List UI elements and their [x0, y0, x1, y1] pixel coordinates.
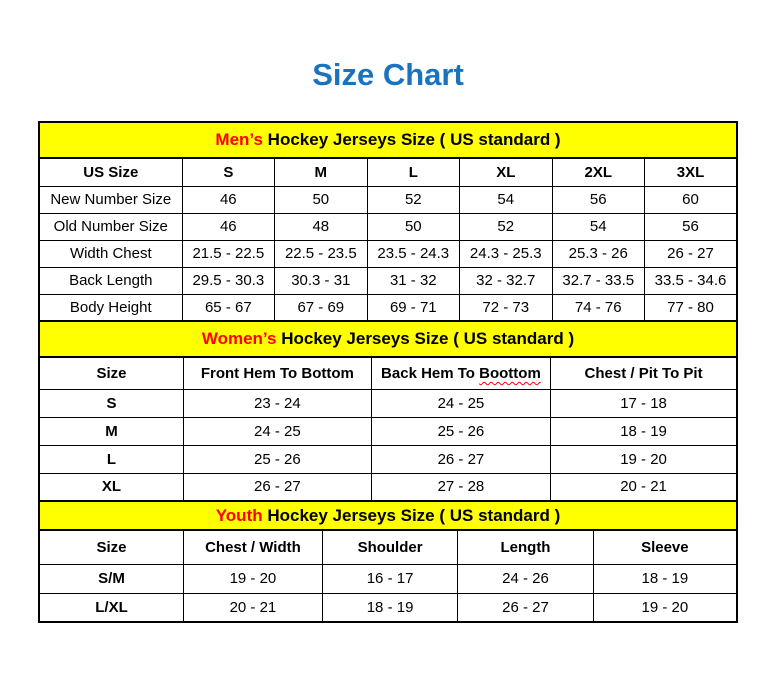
- cell-value: 23.5 - 24.3: [367, 240, 459, 267]
- table-row: [39, 417, 737, 445]
- table-row: [39, 240, 737, 267]
- cell-value: 24 - 25: [371, 389, 550, 417]
- cell-value: 26 - 27: [371, 445, 550, 473]
- row-label: Old Number Size: [39, 213, 182, 240]
- cell-value: 74 - 76: [552, 294, 644, 321]
- column-header: US Size: [39, 158, 182, 186]
- table-row: [39, 186, 737, 213]
- mens-table-body: [39, 186, 737, 321]
- column-header: Sleeve: [593, 530, 737, 564]
- cell-value: 33.5 - 34.6: [645, 267, 738, 294]
- cell-value: 60: [645, 186, 738, 213]
- cell-value: 24.3 - 25.3: [460, 240, 552, 267]
- column-header: 2XL: [552, 158, 644, 186]
- misspelled-word: Boottom: [479, 364, 541, 382]
- table-row: [39, 267, 737, 294]
- cell-value: 52: [367, 186, 459, 213]
- cell-value: 18 - 19: [593, 564, 737, 593]
- cell-value: 67 - 69: [275, 294, 367, 321]
- womens-table-body: [39, 389, 737, 501]
- row-label: Width Chest: [39, 240, 182, 267]
- column-header: Size: [39, 357, 183, 389]
- row-label: New Number Size: [39, 186, 182, 213]
- cell-value: 24 - 26: [458, 564, 593, 593]
- row-label: Back Length: [39, 267, 182, 294]
- table-row: [39, 564, 737, 593]
- header-row: [39, 530, 737, 564]
- column-header: [371, 357, 550, 389]
- section-title-rest: Hockey Jerseys Size ( US standard ): [262, 130, 561, 149]
- mens-size-table: [38, 157, 738, 322]
- youth-table-body: [39, 564, 737, 622]
- cell-value: 22.5 - 23.5: [275, 240, 367, 267]
- section-title-mens: [215, 130, 560, 150]
- cell-value: 46: [182, 186, 274, 213]
- cell-value: 30.3 - 31: [275, 267, 367, 294]
- youth-size-table: [38, 529, 738, 623]
- column-header-text: Back Hem To: [381, 364, 480, 382]
- column-header: Size: [39, 530, 183, 564]
- cell-value: 77 - 80: [645, 294, 738, 321]
- section-title-womens: [202, 329, 574, 349]
- cell-value: 72 - 73: [460, 294, 552, 321]
- column-header: M: [275, 158, 367, 186]
- cell-value: 24 - 25: [183, 417, 371, 445]
- table-row: [39, 389, 737, 417]
- cell-value: 19 - 20: [183, 564, 322, 593]
- header-row: [39, 158, 737, 186]
- section-title-highlight: Men’s: [215, 130, 263, 149]
- cell-value: 26 - 27: [645, 240, 738, 267]
- cell-value: 25.3 - 26: [552, 240, 644, 267]
- header-row: [39, 357, 737, 389]
- cell-value: 27 - 28: [371, 473, 550, 501]
- cell-value: 56: [552, 186, 644, 213]
- section-title-highlight: Youth: [215, 505, 263, 525]
- table-row: [39, 294, 737, 321]
- row-label: S/M: [39, 564, 183, 593]
- cell-value: 69 - 71: [367, 294, 459, 321]
- cell-value: 16 - 17: [322, 564, 457, 593]
- cell-value: 25 - 26: [183, 445, 371, 473]
- row-label: L: [39, 445, 183, 473]
- row-label: Body Height: [39, 294, 182, 321]
- row-label: S: [39, 389, 183, 417]
- cell-value: 19 - 20: [593, 593, 737, 622]
- cell-value: 46: [182, 213, 274, 240]
- cell-value: 48: [275, 213, 367, 240]
- table-row: [39, 445, 737, 473]
- row-label: L/XL: [39, 593, 183, 622]
- row-label: XL: [39, 473, 183, 501]
- column-header: Length: [458, 530, 593, 564]
- cell-value: 18 - 19: [322, 593, 457, 622]
- cell-value: 65 - 67: [182, 294, 274, 321]
- section-title-rest: Hockey Jerseys Size ( US standard ): [262, 505, 561, 525]
- cell-value: 17 - 18: [551, 389, 737, 417]
- section-title-youth: [216, 506, 561, 526]
- table-row: [39, 473, 737, 501]
- section-band-youth: [38, 500, 738, 531]
- cell-value: 18 - 19: [551, 417, 737, 445]
- cell-value: 54: [460, 186, 552, 213]
- cell-value: 52: [460, 213, 552, 240]
- cell-value: 20 - 21: [183, 593, 322, 622]
- cell-value: 32.7 - 33.5: [552, 267, 644, 294]
- cell-value: 50: [367, 213, 459, 240]
- size-chart: [38, 121, 738, 623]
- cell-value: 20 - 21: [551, 473, 737, 501]
- section-title-rest: Hockey Jerseys Size ( US standard ): [276, 329, 575, 348]
- column-header: L: [367, 158, 459, 186]
- cell-value: 23 - 24: [183, 389, 371, 417]
- column-header: S: [182, 158, 274, 186]
- column-header: Shoulder: [322, 530, 457, 564]
- column-header: Chest / Width: [183, 530, 322, 564]
- cell-value: 19 - 20: [551, 445, 737, 473]
- column-header: XL: [460, 158, 552, 186]
- cell-value: 21.5 - 22.5: [182, 240, 274, 267]
- column-header: 3XL: [645, 158, 738, 186]
- column-header: Front Hem To Bottom: [183, 357, 371, 389]
- cell-value: 56: [645, 213, 738, 240]
- section-band-mens: [38, 121, 738, 159]
- row-label: M: [39, 417, 183, 445]
- section-title-highlight: Women’s: [201, 329, 277, 348]
- cell-value: 25 - 26: [371, 417, 550, 445]
- table-row: [39, 593, 737, 622]
- cell-value: 50: [275, 186, 367, 213]
- cell-value: 32 - 32.7: [460, 267, 552, 294]
- cell-value: 29.5 - 30.3: [182, 267, 274, 294]
- cell-value: 31 - 32: [367, 267, 459, 294]
- column-header: Chest / Pit To Pit: [551, 357, 737, 389]
- table-row: [39, 213, 737, 240]
- womens-size-table: [38, 356, 738, 502]
- cell-value: 26 - 27: [183, 473, 371, 501]
- cell-value: 26 - 27: [458, 593, 593, 622]
- cell-value: 54: [552, 213, 644, 240]
- page-title: Size Chart: [312, 57, 464, 92]
- section-band-womens: [38, 320, 738, 358]
